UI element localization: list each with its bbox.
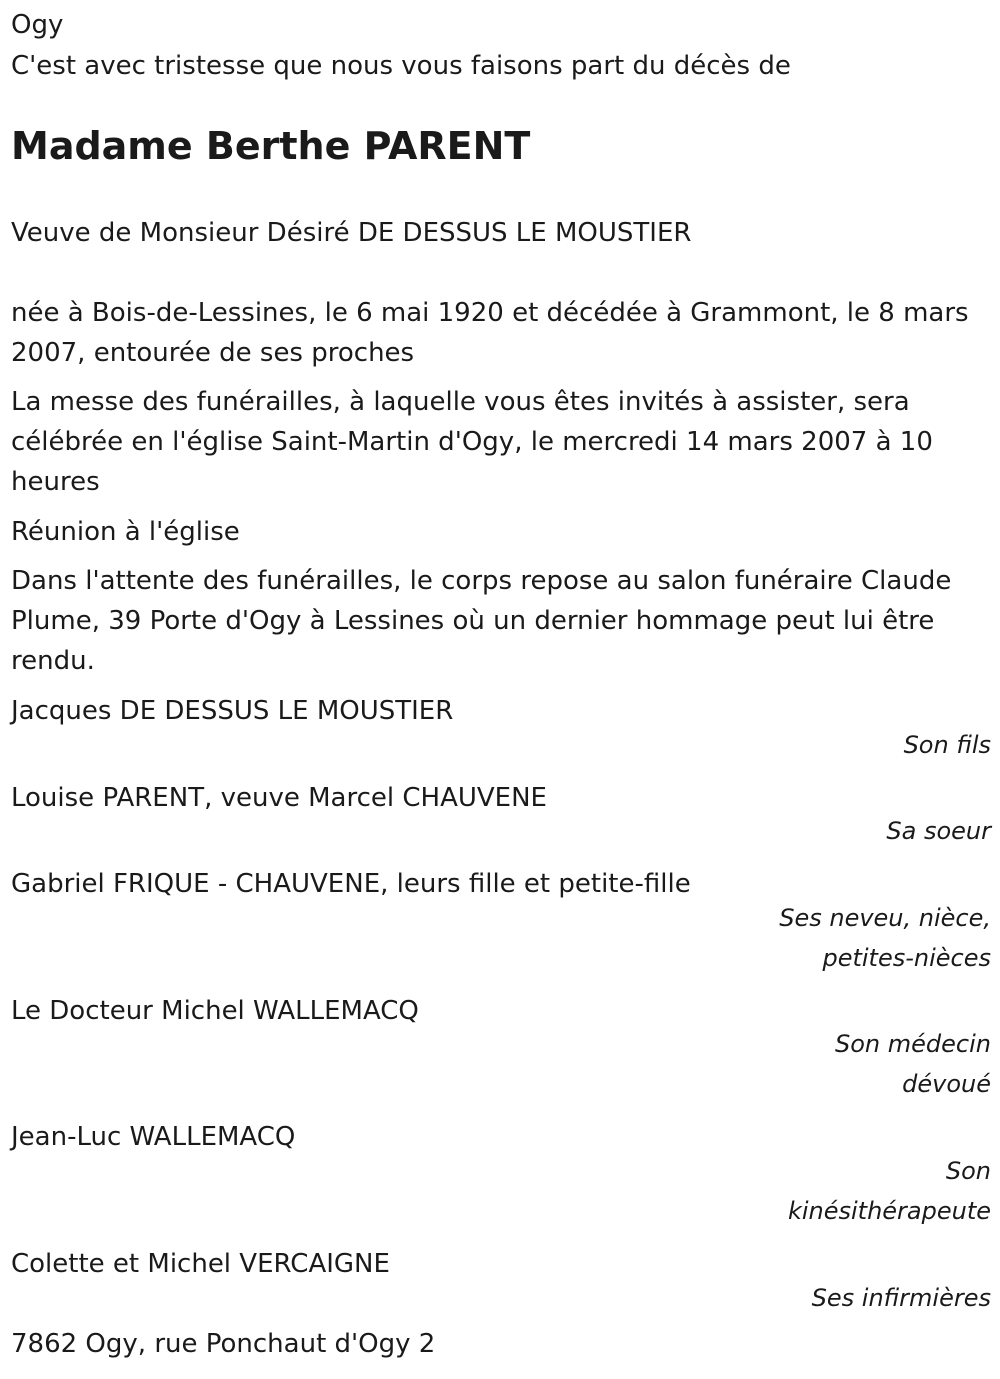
family-member-relation: Sa soeur <box>886 817 991 845</box>
family-member-relation: Ses neveu, nièce, petites-nièces <box>779 904 991 972</box>
birth-death-text: née à Bois-de-Lessines, le 6 mai 1920 et décédée à Grammont, le 8 mars 2007, entourée de ses proches <box>11 298 969 368</box>
family-member-name: Louise PARENT, veuve Marcel CHAUVENE <box>11 783 547 813</box>
intro-text: C'est avec tristesse que nous vous faisons part du décès de <box>11 51 791 81</box>
family-member-name: Jacques DE DESSUS LE MOUSTIER <box>11 696 454 726</box>
viewing-text: Dans l'attente des funérailles, le corps repose au salon funéraire Claude Plume, 39 Porte d'Ogy à Lessines où un dernier hommage peut lui être rendu. <box>11 566 952 676</box>
place-name: Ogy <box>11 10 64 40</box>
family-member-relation: Son kinésithérapeute <box>787 1157 991 1225</box>
family-member-name: Colette et Michel VERCAIGNE <box>11 1249 390 1279</box>
widow-of-text: Veuve de Monsieur Désiré DE DESSUS LE MOUSTIER <box>11 218 692 248</box>
address-text: 7862 Ogy, rue Ponchaut d'Ogy 2 <box>11 1329 436 1359</box>
deceased-name: Madame Berthe PARENT <box>11 124 531 168</box>
family-member-relation: Son médecin dévoué <box>835 1030 991 1098</box>
family-member-name: Le Docteur Michel WALLEMACQ <box>11 996 419 1026</box>
meeting-text: Réunion à l'église <box>11 517 240 547</box>
family-member-name: Gabriel FRIQUE - CHAUVENE, leurs fille et petite-fille <box>11 869 691 899</box>
family-member-name: Jean-Luc WALLEMACQ <box>11 1122 296 1152</box>
mass-text: La messe des funérailles, à laquelle vous êtes invités à assister, sera célébrée en l'église Saint-Martin d'Ogy, le mercredi 14 mars 2007 à 10 heures <box>11 387 933 497</box>
family-member-relation: Ses infirmières <box>811 1284 991 1312</box>
family-member-relation: Son fils <box>903 731 991 759</box>
